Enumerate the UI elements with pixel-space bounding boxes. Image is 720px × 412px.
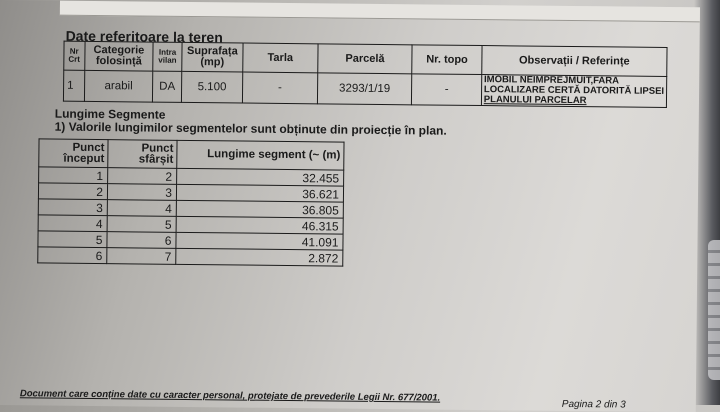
cell-length: 46.315	[176, 216, 343, 234]
header-nr-crt: Nr Crt	[64, 41, 85, 70]
header-intravilan: Intra vilan	[153, 42, 182, 71]
land-data-table	[63, 41, 668, 108]
header-lungime-segment: Lungime segment (~ (m)	[177, 140, 344, 170]
table-row	[38, 247, 343, 266]
section-subtitle: 1) Valorile lungimilor segmentelor sunt obținute din proiecție în plan.	[54, 119, 447, 138]
header-observatii: Observații / Referințe	[482, 46, 667, 77]
cell-categorie: arabil	[84, 70, 153, 102]
cell-length: 36.805	[176, 200, 343, 218]
cell-end: 2	[108, 168, 177, 185]
observation-line: PLANULUI PARCELAR	[483, 94, 587, 107]
header-tarla: Tarla	[243, 43, 318, 73]
cell-start: 1	[39, 167, 108, 184]
cell-nr-topo: -	[412, 74, 482, 106]
section-title-teren: Date referitoare la teren	[65, 27, 223, 46]
cell-length: 2.872	[176, 248, 343, 266]
header-categorie: Categorie folosință	[84, 41, 153, 71]
cell-end: 5	[107, 216, 176, 233]
observation-line: IMOBIL NEIMPREJMUIT,FARA	[483, 74, 620, 87]
cell-observatii	[481, 75, 666, 108]
cell-suprafata: 5.100	[181, 71, 243, 103]
header-punct-inceput: Punct început	[39, 139, 108, 168]
segments-table	[37, 138, 344, 266]
cell-length: 41.091	[176, 232, 343, 250]
section-title-segmente: Lungime Segmente	[54, 106, 166, 122]
header-parcela: Parcelă	[317, 44, 412, 74]
cell-end: 3	[107, 184, 176, 201]
cell-start: 2	[38, 183, 107, 200]
cell-end: 4	[107, 200, 176, 217]
binder-coil-decoration	[708, 240, 720, 380]
cell-length: 36.621	[176, 184, 343, 202]
cell-start: 3	[38, 199, 107, 216]
cell-end: 6	[107, 232, 176, 249]
cell-start: 4	[38, 215, 107, 232]
header-nr-topo: Nr. topo	[412, 45, 482, 75]
observation-line: LOCALIZARE CERTĂ DATORITĂ LIPSEI	[483, 84, 665, 97]
cell-end: 7	[107, 248, 176, 265]
header-punct-sfarsit: Punct sfârșit	[108, 140, 177, 169]
cell-start: 6	[38, 247, 107, 264]
header-suprafata: Suprafața (mp)	[182, 42, 244, 72]
page-number: Pagina 2 din 3	[561, 398, 626, 411]
cell-length: 32.455	[177, 168, 344, 186]
cell-start: 5	[38, 231, 107, 248]
cell-nr-crt: 1	[63, 70, 84, 101]
previous-page-edge	[60, 1, 700, 23]
cell-tarla: -	[242, 72, 317, 104]
footer-privacy-note: Document care conține date cu caracter personal, protejate de prevederile Legii Nr. 677/2001.	[19, 388, 441, 404]
table-header-row	[39, 139, 344, 170]
cell-intravilan: DA	[153, 71, 182, 102]
table-row	[63, 70, 666, 107]
cell-parcela: 3293/1/19	[317, 73, 412, 105]
